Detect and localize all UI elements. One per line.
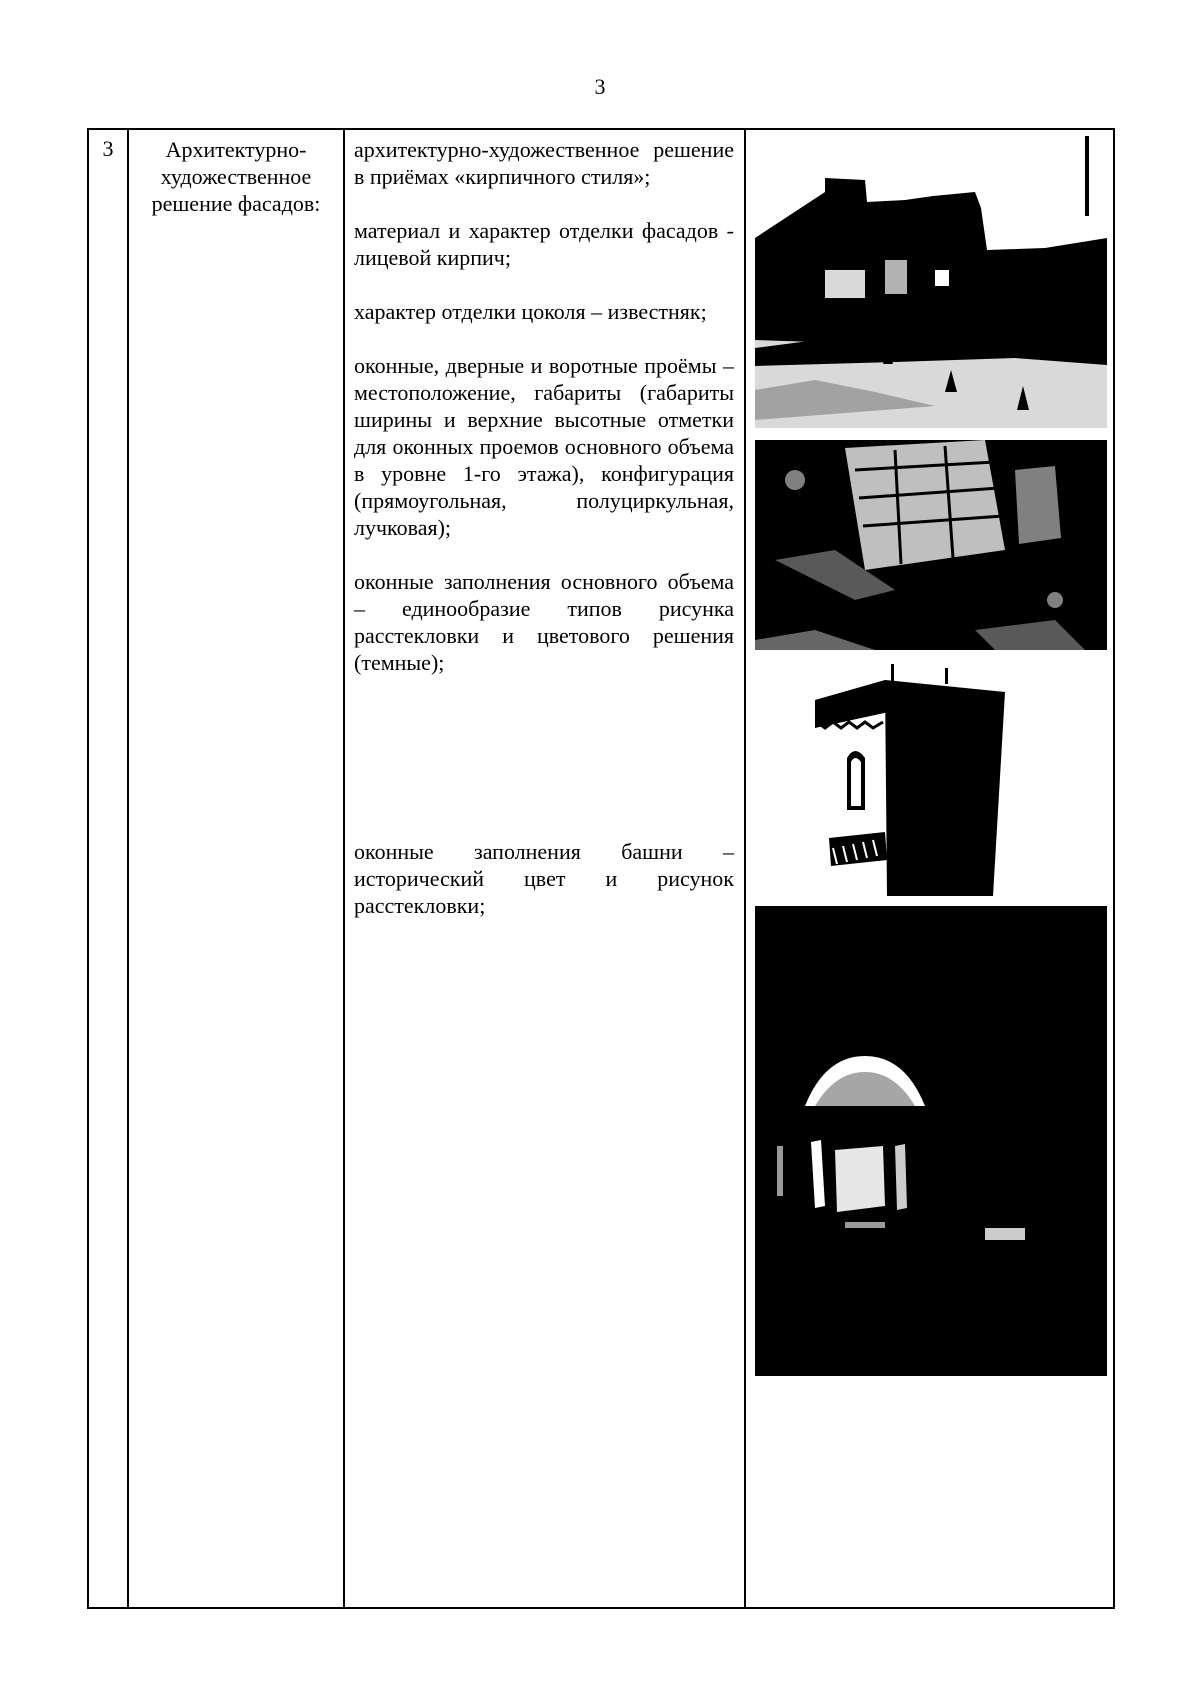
photo-building-facade bbox=[755, 130, 1107, 428]
photo-tower bbox=[755, 650, 1107, 896]
description-paragraph: оконные, дверные и воротные проёмы – местоположение, габариты (габариты ширины и верхние высотные отметки для оконных проемов основного объема в уровне 1-го этажа), конфигурация (прямоугольная, полуциркульная, лучковая); bbox=[354, 353, 734, 540]
row-title: Архитектурно-художественное решение фасадов: bbox=[151, 137, 321, 216]
building-facade-image bbox=[755, 130, 1107, 428]
photo-limestone-plinth bbox=[755, 440, 1107, 672]
requirements-table bbox=[87, 128, 1115, 1609]
arched-window-image bbox=[755, 906, 1107, 1376]
tower-image bbox=[755, 650, 1107, 896]
limestone-plinth-image bbox=[755, 440, 1107, 672]
photo-arched-window bbox=[755, 906, 1107, 1376]
row-description bbox=[354, 136, 734, 919]
description-paragraph: оконные заполнения основного объема – единообразие типов рисунка расстекловки и цветового решения (темные); bbox=[354, 569, 734, 675]
description-paragraph: архитектурно-художественное решение в приёмах «кирпичного стиля»; bbox=[354, 137, 734, 189]
column-divider bbox=[744, 130, 746, 1607]
row-number: 3 bbox=[102, 136, 114, 161]
description-paragraph: характер отделки цоколя – известняк; bbox=[354, 299, 707, 324]
page-number: 3 bbox=[594, 74, 606, 99]
column-divider bbox=[127, 130, 129, 1607]
description-paragraph: материал и характер отделки фасадов - лицевой кирпич; bbox=[354, 218, 734, 270]
column-divider bbox=[343, 130, 345, 1607]
description-paragraph: оконные заполнения башни – исторический цвет и рисунок расстекловки; bbox=[354, 839, 734, 918]
